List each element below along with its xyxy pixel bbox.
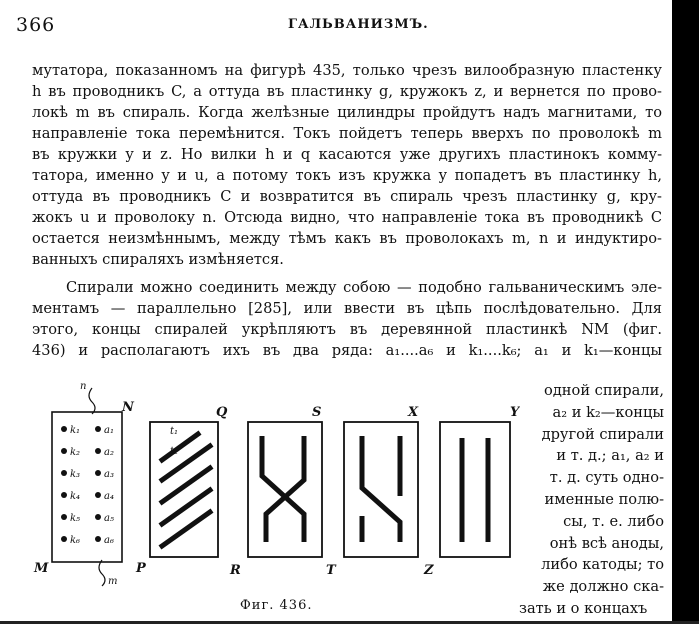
label-wire-m: m xyxy=(108,576,118,587)
label-k1: k₁ xyxy=(70,425,81,436)
strip xyxy=(266,436,304,542)
label-r: R xyxy=(230,563,241,578)
terminal-a3 xyxy=(95,470,101,476)
running-title: ГАЛЬВАНИЗМЪ. xyxy=(288,17,429,32)
terminal-k5 xyxy=(61,514,67,520)
label-a3: a₃ xyxy=(104,469,114,480)
terminal-a5 xyxy=(95,514,101,520)
text-line: онѣ всѣ аноды, xyxy=(549,534,664,552)
text-line: Спирали можно соединить между собою — подобно гальваническимъ эле- xyxy=(66,279,662,296)
figure-436 xyxy=(20,376,520,596)
panel-yz xyxy=(440,422,510,557)
terminal-k4 xyxy=(61,492,67,498)
text-line: либо катоды; то xyxy=(541,556,664,574)
text-line: остается неизмѣннымъ, между тѣмъ какъ въ проволокахъ m, n и индуктиро- xyxy=(32,230,662,247)
text-line: т. д. суть одно- xyxy=(549,469,664,487)
side-text xyxy=(519,380,664,620)
label-a4: a₄ xyxy=(104,491,114,502)
label-n-panel: N xyxy=(122,400,134,415)
label-y: Y xyxy=(510,405,520,420)
terminal-a1 xyxy=(95,426,101,432)
wire-n xyxy=(89,388,95,414)
terminal-k6 xyxy=(61,536,67,542)
text-line: a₂ и k₂—концы xyxy=(552,403,664,421)
text-line: одной спирали, xyxy=(544,382,664,399)
label-a5: a₅ xyxy=(104,513,114,524)
text-line: ментамъ — параллельно [285], или ввести въ цѣпь послѣдовательно. Для xyxy=(32,300,662,317)
label-q: Q xyxy=(216,405,228,420)
label-z: Z xyxy=(424,563,434,578)
scan-edge xyxy=(672,0,699,624)
label-a2: a₂ xyxy=(104,447,114,458)
label-k4: k₄ xyxy=(70,491,81,502)
terminal-a4 xyxy=(95,492,101,498)
panel-xt xyxy=(344,422,418,557)
terminal-a6 xyxy=(95,536,101,542)
terminal-a2 xyxy=(95,448,101,454)
text-line: оттуда въ проводникъ C и возвратится въ спираль чрезъ пластинку g, кру- xyxy=(32,188,662,205)
text-line: зать и о концахъ xyxy=(519,599,648,617)
label-t1: t₁ xyxy=(170,426,179,437)
page-header xyxy=(16,14,669,38)
panel-sr xyxy=(248,422,322,557)
paragraph-2 xyxy=(32,277,662,361)
text-line: именные полю- xyxy=(544,490,664,508)
wire-m xyxy=(99,560,105,586)
label-m-panel: M xyxy=(34,561,49,576)
label-s: S xyxy=(312,405,322,420)
text-line: татора, именно y и u, а потому токъ изъ кружка y попадетъ въ пластинку h, xyxy=(32,167,662,184)
text-line: ванныхъ спираляхъ измѣняется. xyxy=(32,251,284,268)
text-line: направленіе тока перемѣнится. Токъ пойдетъ теперь вверхъ по проволокѣ m xyxy=(32,125,662,142)
text-line: локѣ m въ спираль. Когда желѣзные цилиндры пройдутъ надъ магнитами, то xyxy=(32,104,662,121)
text-line: сы, т. е. либо xyxy=(563,512,664,530)
label-x: X xyxy=(408,405,419,420)
text-line: 436) и располагаютъ ихъ въ два ряда: a₁....a₆ и k₁....k₆; a₁ и k₁—концы xyxy=(32,342,662,359)
label-k2: k₂ xyxy=(70,447,81,458)
text-line: жокъ u и проволоку n. Отсюда видно, что направленіе тока въ проводникѣ C xyxy=(32,209,662,226)
label-wire-n: n xyxy=(80,381,87,392)
terminal-k3 xyxy=(61,470,67,476)
text-line: же должно ска- xyxy=(542,578,664,596)
label-a1: a₁ xyxy=(104,425,114,436)
label-k6: k₆ xyxy=(70,535,81,546)
text-line: этого, концы спиралей укрѣпляютъ въ деревянной пластинкѣ NM (фиг. xyxy=(32,321,662,338)
terminal-k2 xyxy=(61,448,67,454)
label-k5: k₅ xyxy=(70,513,81,524)
body-text xyxy=(32,60,662,361)
label-t: T xyxy=(326,563,336,578)
figure-caption: Фиг. 436. xyxy=(240,598,313,613)
label-p: P xyxy=(136,561,146,576)
text-line: и т. д.; a₁, a₂ и xyxy=(556,447,664,465)
label-k3: k₃ xyxy=(70,469,81,480)
text-line: h въ проводникъ C, а оттуда въ пластинку g, кружокъ z, и вернется по прово- xyxy=(32,83,662,100)
terminal-k1 xyxy=(61,426,67,432)
text-line: мутатора, показанномъ на фигурѣ 435, только чрезъ вилообразную пластенку xyxy=(32,62,662,79)
paragraph-1 xyxy=(32,60,662,270)
text-line: другой спирали xyxy=(541,425,664,443)
text-line: въ кружки y и z. Но вилки h и q касаются уже другихъ пластинокъ комму- xyxy=(32,146,662,163)
strip xyxy=(362,436,400,542)
label-t2: t₂ xyxy=(170,446,179,457)
label-a6: a₆ xyxy=(104,535,114,546)
page-number: 366 xyxy=(16,14,56,36)
